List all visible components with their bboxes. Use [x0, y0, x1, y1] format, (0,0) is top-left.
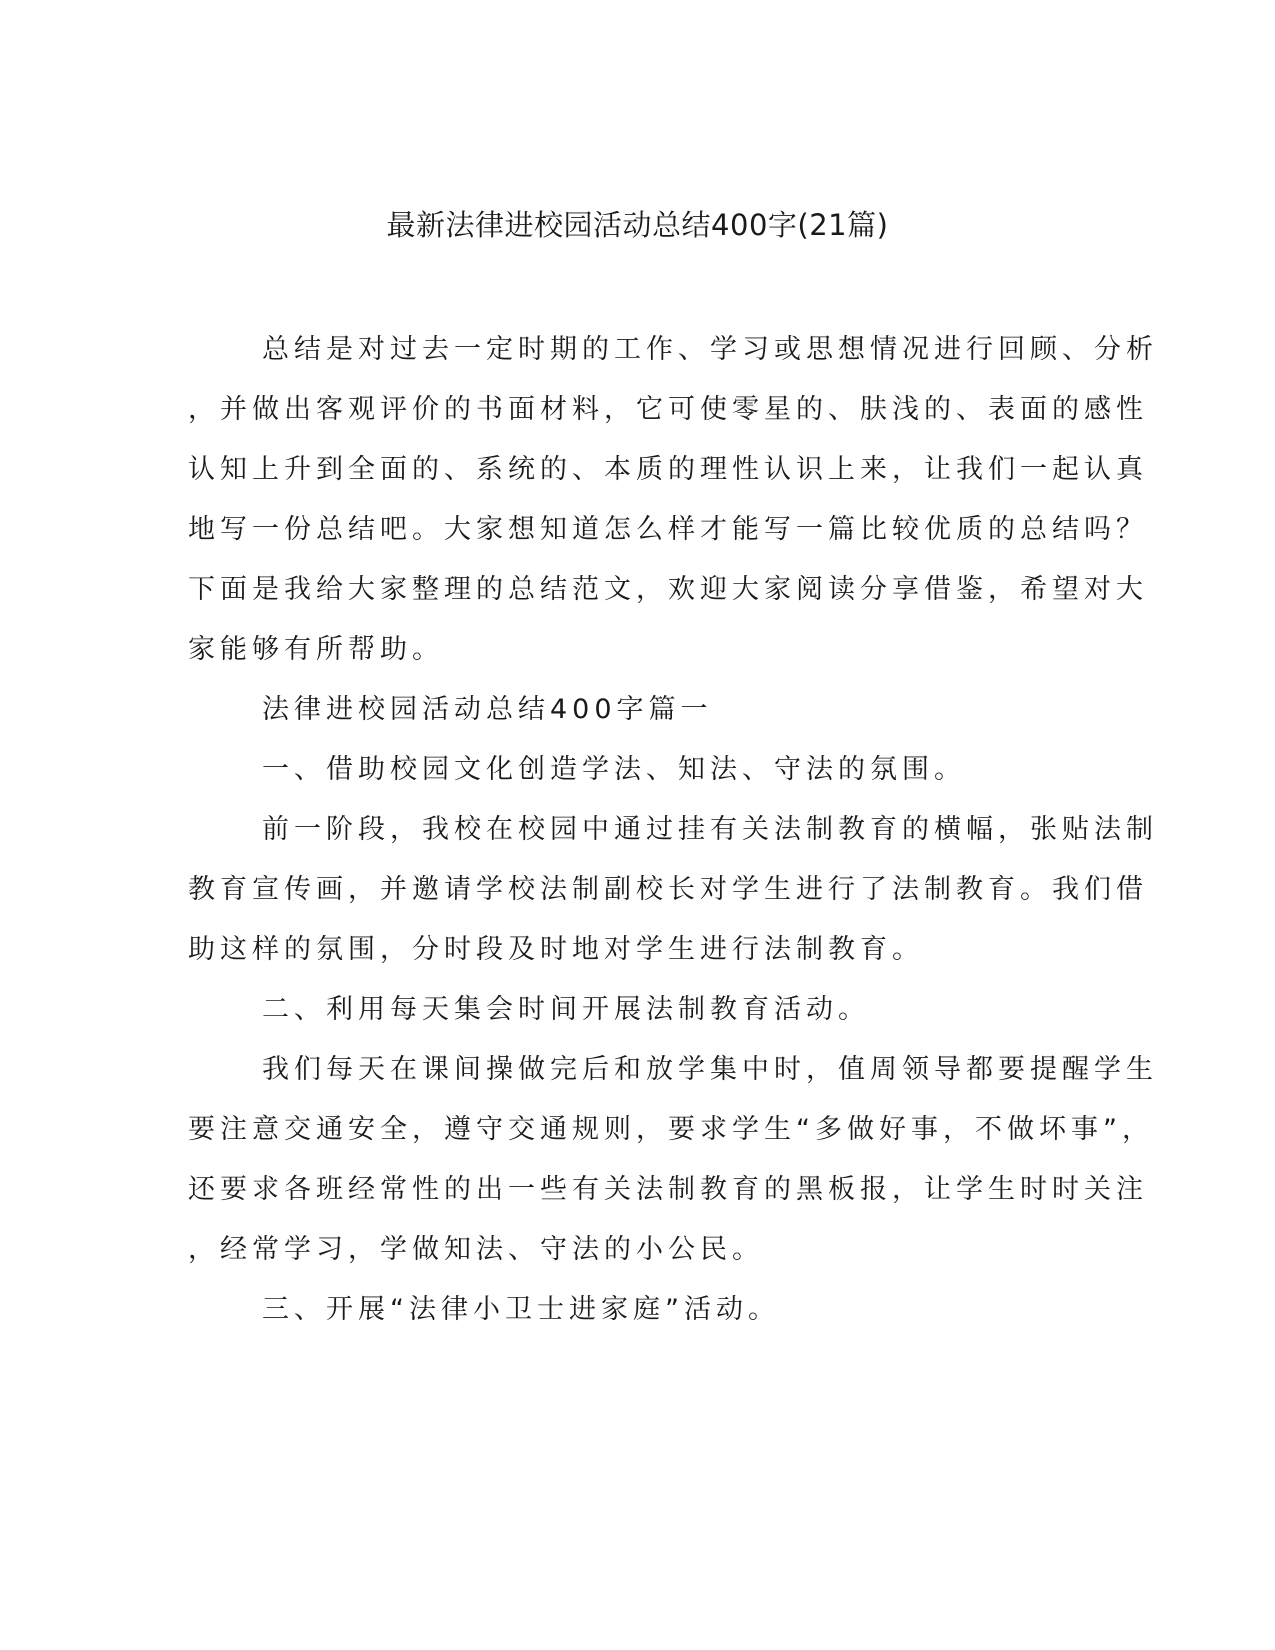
paragraph-line: 认知上升到全面的、系统的、本质的理性认识上来，让我们一起认真: [188, 454, 1148, 485]
paragraph-line: 要注意交通安全，遵守交通规则，要求学生“多做好事，不做坏事”，: [188, 1114, 1154, 1145]
document-body: [188, 320, 1158, 1340]
paragraph-line: 总结是对过去一定时期的工作、学习或思想情况进行回顾、分析: [262, 334, 1158, 365]
paragraph-line: 地写一份总结吧。大家想知道怎么样才能写一篇比较优质的总结吗？: [188, 514, 1148, 545]
paragraph-line: 下面是我给大家整理的总结范文，欢迎大家阅读分享借鉴，希望对大: [188, 574, 1148, 605]
paragraph-line: 家能够有所帮助。: [188, 634, 444, 665]
paragraph-line: 还要求各班经常性的出一些有关法制教育的黑板报，让学生时时关注: [188, 1174, 1148, 1205]
subsection-heading: 一、借助校园文化创造学法、知法、守法的氛围。: [262, 754, 966, 785]
document-title: 最新法律进校园活动总结400字(21篇): [386, 208, 889, 242]
paragraph-line: ，经常学习，学做知法、守法的小公民。: [188, 1234, 764, 1265]
paragraph-line: 我们每天在课间操做完后和放学集中时，值周领导都要提醒学生: [262, 1054, 1158, 1085]
subsection-heading: 二、利用每天集会时间开展法制教育活动。: [262, 994, 870, 1025]
paragraph-line: 助这样的氛围，分时段及时地对学生进行法制教育。: [188, 934, 924, 965]
paragraph-line: ，并做出客观评价的书面材料，它可使零星的、肤浅的、表面的感性: [188, 394, 1148, 425]
section-heading: 法律进校园活动总结400字篇一: [262, 694, 713, 725]
paragraph-line: 前一阶段，我校在校园中通过挂有关法制教育的横幅，张贴法制: [262, 814, 1158, 845]
subsection-heading: 三、开展“法律小卫士进家庭”活动。: [262, 1294, 780, 1325]
paragraph-line: 教育宣传画，并邀请学校法制副校长对学生进行了法制教育。我们借: [188, 874, 1148, 905]
